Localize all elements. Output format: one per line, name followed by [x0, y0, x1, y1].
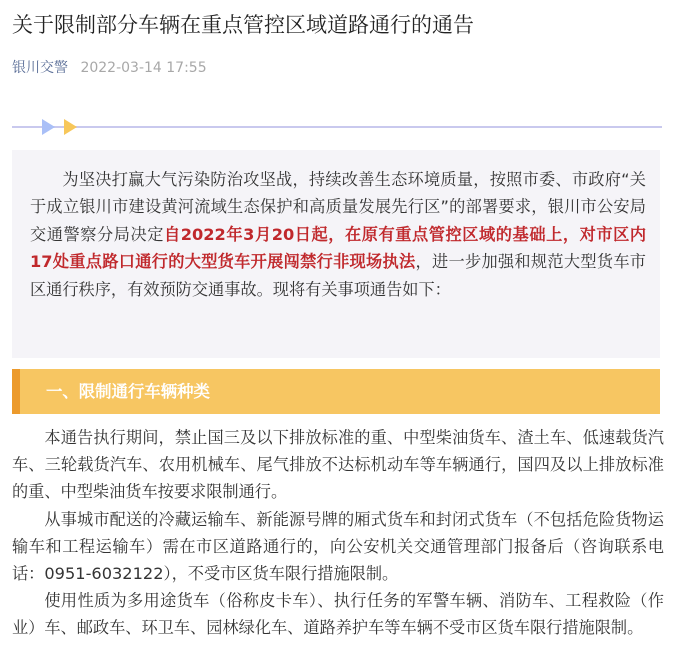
section-heading: 一、限制通行车辆种类 — [46, 382, 210, 401]
divider-line — [12, 126, 662, 128]
author-link[interactable]: 银川交警 — [12, 60, 68, 76]
article-title: 关于限制部分车辆在重点管控区域道路通行的通告 — [12, 13, 474, 37]
section-accent-bar — [12, 369, 20, 414]
body-paragraph: 使用性质为多用途货车（俗称皮卡车）、执行任务的军警车辆、消防车、工程救险（作业）车、邮政车、环卫车、园林绿化车、道路养护车等车辆不受市区货车限行措施限制。 — [12, 591, 664, 638]
publish-date: 2022-03-14 17:55 — [80, 60, 207, 76]
intro-text-start: 为坚决打赢大气污染防治攻坚战，持续改善生态环境质量，按照市委、市政府“关于成立银川市建设黄河流域生态保护和高质量发展先行区”的部署要求，银川市公安局交通警察分局决定 — [30, 170, 646, 244]
section-body — [12, 424, 664, 642]
body-paragraph: 从事城市配送的冷藏运输车、新能源号牌的厢式货车和封闭式货车（不包括危险货物运输车和工程运输车）需在市区道路通行的，向公安机关交通管理部门报备后（咨询联系电话：0951-6032122），不受市区货车限行措施限制。 — [12, 509, 664, 584]
article-meta — [12, 58, 207, 78]
intro-paragraph — [30, 166, 646, 303]
intro-text-end: ，进一步加强和规范大型货车市区通行秩序，有效预防交通事故。现将有关事项通告如下： — [30, 252, 646, 299]
section-heading-box — [12, 369, 660, 414]
intro-highlight: 自2022年3月20日起，在原有重点管控区域的基础上，对市区内17处重点路口通行的大型货车开展闯禁行非现场执法 — [30, 224, 647, 272]
yellow-triangle-icon — [64, 119, 77, 135]
intro-box — [12, 150, 660, 358]
decorative-divider — [12, 116, 662, 138]
body-paragraph: 本通告执行期间，禁止国三及以下排放标准的重、中型柴油货车、渣土车、低速载货汽车、三轮载货汽车、农用机械车、尾气排放不达标机动车等车辆通行，国四及以上排放标准的重、中型柴油货车按要求限制通行。 — [12, 428, 664, 502]
blue-triangle-icon — [42, 119, 55, 135]
